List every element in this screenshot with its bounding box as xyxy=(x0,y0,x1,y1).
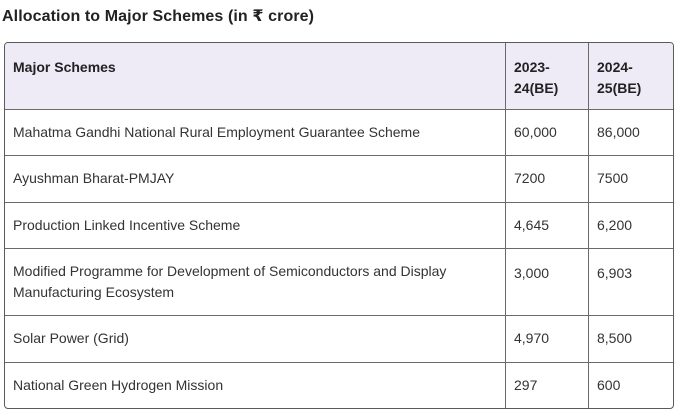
table-row xyxy=(5,362,675,408)
scheme-name: Production Linked Incentive Scheme xyxy=(5,202,506,248)
value-2023-24: 7200 xyxy=(506,156,589,202)
table-row xyxy=(5,248,675,315)
value-2024-25: 6,903 xyxy=(589,248,675,315)
scheme-name: Ayushman Bharat-PMJAY xyxy=(5,156,506,202)
schemes-table-container xyxy=(4,42,674,409)
header-2023-24 xyxy=(506,43,589,110)
table-row xyxy=(5,110,675,156)
header-2024-25 xyxy=(589,43,675,110)
header-major-schemes: Major Schemes xyxy=(5,43,506,110)
value-2023-24: 60,000 xyxy=(506,110,589,156)
value-2023-24: 4,970 xyxy=(506,316,589,362)
table-row xyxy=(5,316,675,362)
scheme-name: National Green Hydrogen Mission xyxy=(5,362,506,408)
schemes-table xyxy=(4,42,674,409)
value-2024-25: 8,500 xyxy=(589,316,675,362)
value-2023-24: 3,000 xyxy=(506,248,589,315)
value-2024-25: 86,000 xyxy=(589,110,675,156)
table-title: Allocation to Major Schemes (in ₹ crore) xyxy=(2,8,315,25)
table-row xyxy=(5,202,675,248)
value-2023-24: 297 xyxy=(506,362,589,408)
header-2024-25-line2: 25(BE) xyxy=(597,80,642,96)
scheme-name: Solar Power (Grid) xyxy=(5,316,506,362)
header-2023-24-line1: 2023- xyxy=(514,59,550,75)
header-2024-25-line1: 2024- xyxy=(597,59,633,75)
scheme-name: Modified Programme for Development of Semiconductors and Display Manufacturing Ecosystem xyxy=(5,248,506,315)
table-row xyxy=(5,156,675,202)
value-2024-25: 600 xyxy=(589,362,675,408)
scheme-name: Mahatma Gandhi National Rural Employment Guarantee Scheme xyxy=(5,110,506,156)
header-2023-24-line2: 24(BE) xyxy=(514,80,559,96)
value-2024-25: 6,200 xyxy=(589,202,675,248)
value-2024-25: 7500 xyxy=(589,156,675,202)
value-2023-24: 4,645 xyxy=(506,202,589,248)
table-header-row xyxy=(5,43,675,110)
